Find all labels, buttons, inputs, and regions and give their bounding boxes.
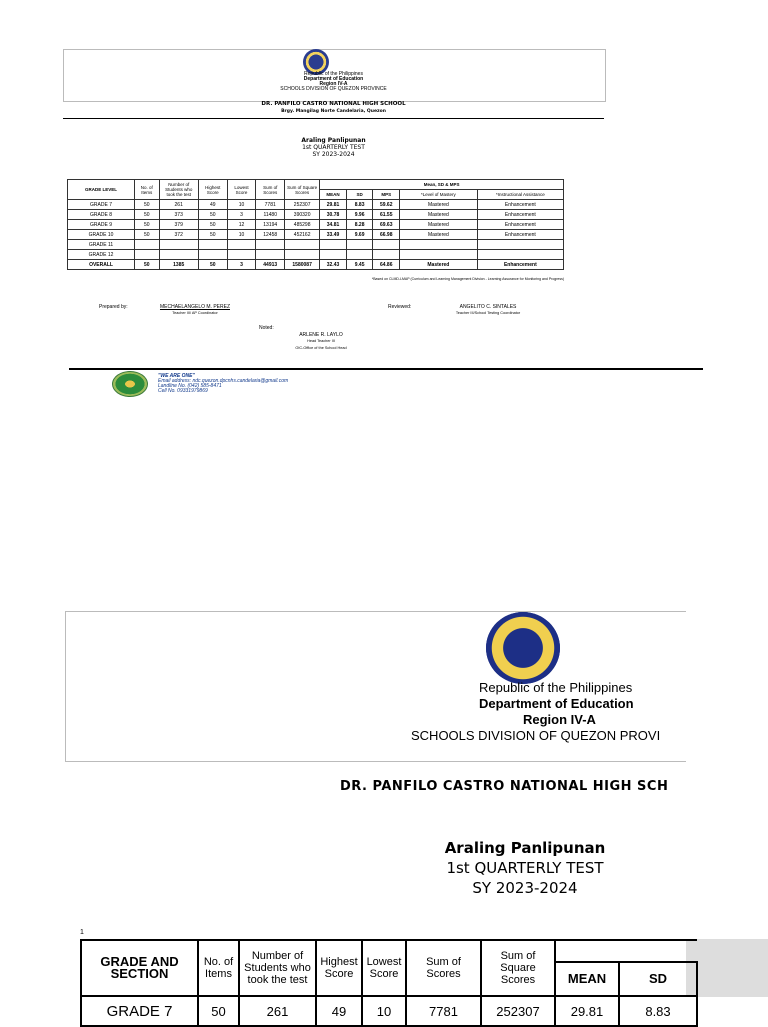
footer-divider: [69, 368, 703, 370]
large-region: Region IV-A: [523, 712, 596, 727]
large-division: SCHOOLS DIVISION OF QUEZON PROVI: [411, 728, 661, 743]
footer-contact: [158, 374, 288, 394]
large-col-highest: Highest Score: [316, 940, 362, 996]
table-cell: 3: [227, 260, 256, 270]
table-row: [68, 210, 564, 220]
table-cell: Enhancement: [477, 260, 563, 270]
table-cell: 8.83: [346, 200, 373, 210]
large-cell: GRADE 7: [81, 996, 198, 1026]
email: Email address: ndc.quezon.dpcnhs.candelaria@gmail.com: [158, 378, 289, 384]
table-cell: 59.62: [373, 200, 400, 210]
table-cell: [135, 240, 159, 250]
school-name: DR. PANFILO CASTRO NATIONAL HIGH SCHOOL: [261, 101, 406, 107]
large-republic: Republic of the Philippines: [479, 680, 633, 695]
table-cell: [227, 240, 256, 250]
large-cell: 29.81: [555, 996, 619, 1026]
table-cell: 50: [135, 220, 159, 230]
noted-office: OIC-Office of the School Head: [295, 346, 347, 350]
table-cell: 50: [198, 210, 227, 220]
table-cell: 12: [227, 220, 256, 230]
table-cell: [135, 250, 159, 260]
school-year: SY 2023-2024: [312, 151, 355, 158]
table-cell: 1385: [159, 260, 198, 270]
table-cell: 33.49: [320, 230, 347, 240]
table-cell: Mastered: [400, 260, 478, 270]
table-cell: 66.98: [373, 230, 400, 240]
large-cell: 50: [198, 996, 239, 1026]
table-cell: [320, 240, 347, 250]
table-cell: 30.78: [320, 210, 347, 220]
table-cell: 261: [159, 200, 198, 210]
table-cell: Enhancement: [477, 210, 563, 220]
table-cell: 44913: [256, 260, 285, 270]
table-cell: 373: [159, 210, 198, 220]
table-cell: [256, 240, 285, 250]
large-col-grade: GRADE AND SECTION: [81, 940, 198, 996]
side-panel: [686, 939, 768, 997]
col-mean: MEAN: [320, 190, 347, 200]
table-cell: 50: [135, 230, 159, 240]
table-cell: [373, 250, 400, 260]
republic-text: Republic of the Philippines: [304, 71, 363, 77]
motto: "WE ARE ONE": [158, 373, 195, 379]
table-cell: 452162: [285, 230, 320, 240]
reviewed-label: Reviewed:: [388, 304, 412, 310]
table-cell: 372: [159, 230, 198, 240]
large-school-name: DR. PANFILO CASTRO NATIONAL HIGH SCH: [340, 779, 669, 794]
school-logo-icon: [112, 371, 148, 397]
table-cell: GRADE 10: [68, 230, 135, 240]
table-cell: 252307: [285, 200, 320, 210]
table-cell: 379: [159, 220, 198, 230]
large-cell: 7781: [406, 996, 481, 1026]
large-group-header: [555, 940, 697, 962]
large-cell: 8.83: [619, 996, 697, 1026]
table-cell: [285, 240, 320, 250]
table-cell: 69.63: [373, 220, 400, 230]
table-cell: [373, 240, 400, 250]
table-cell: 50: [198, 230, 227, 240]
table-cell: [400, 240, 478, 250]
table-cell: [320, 250, 347, 260]
table-cell: GRADE 11: [68, 240, 135, 250]
table-cell: [159, 240, 198, 250]
table-cell: 50: [198, 260, 227, 270]
table-cell: 49: [198, 200, 227, 210]
table-cell: [198, 240, 227, 250]
table-cell: 34.81: [320, 220, 347, 230]
prepared-name: MECHAELANGELO M. PEREZ: [159, 304, 230, 310]
deped-seal-large-icon: [486, 612, 560, 684]
large-results-table: [80, 939, 698, 1027]
table-cell: Mastered: [400, 230, 478, 240]
table-cell: 13194: [256, 220, 285, 230]
large-row-grade-7: [81, 996, 697, 1026]
table-cell: [400, 250, 478, 260]
table-cell: [477, 240, 563, 250]
test-title: 1st QUARTERLY TEST: [302, 144, 365, 151]
col-highest: Highest Score: [198, 180, 227, 200]
reviewed-name: ANGELITO C. SINTALES: [459, 304, 517, 310]
table-row: [68, 250, 564, 260]
table-cell: 1580087: [285, 260, 320, 270]
prepared-title: Teacher III/ AP Coordinator: [172, 311, 218, 315]
landline: Landline No. (042) 585-8471: [158, 383, 222, 389]
large-department: Department of Education: [479, 696, 634, 711]
table-row: [68, 240, 564, 250]
division-text: SCHOOLS DIVISION OF QUEZON PROVINCE: [280, 86, 387, 92]
school-address: Brgy. Mangilag Norte Candelaria, Quezon: [281, 109, 386, 114]
group-header: Mean, SD & MPS: [320, 180, 564, 190]
reviewed-title: Teacher III/School Testing Coordinator: [455, 311, 521, 315]
prepared-label: Prepared by:: [99, 304, 128, 310]
divider: [63, 118, 604, 119]
large-col-mean: MEAN: [555, 962, 619, 996]
table-cell: GRADE 8: [68, 210, 135, 220]
large-test: 1st QUARTERLY TEST: [446, 859, 604, 877]
table-cell: 61.55: [373, 210, 400, 220]
large-cell: 49: [316, 996, 362, 1026]
region-text: Region IV-A: [319, 81, 348, 87]
table-cell: [256, 250, 285, 260]
col-assistance: *Instructional Assistance: [477, 190, 563, 200]
table-row: [68, 200, 564, 210]
table-cell: Mastered: [400, 220, 478, 230]
cell: Cell No. 09331979869: [158, 388, 208, 394]
table-cell: [198, 250, 227, 260]
table-cell: 9.45: [346, 260, 373, 270]
col-mastery: *Level of Mastery: [400, 190, 478, 200]
large-col-items: No. of Items: [198, 940, 239, 996]
table-cell: 485298: [285, 220, 320, 230]
table-cell: 3: [227, 210, 256, 220]
results-table: [67, 179, 564, 270]
table-cell: 9.96: [346, 210, 373, 220]
table-cell: 64.86: [373, 260, 400, 270]
table-cell: [346, 250, 373, 260]
col-grade-level: GRADE LEVEL: [68, 180, 135, 200]
table-cell: 8.28: [346, 220, 373, 230]
col-sd: SD: [346, 190, 373, 200]
table-cell: 32.43: [320, 260, 347, 270]
large-subject: Araling Panlipunan: [444, 839, 606, 857]
table-footnote: *Based on CLMD-LMAP (Curriculum and Learning Management Division - Learning Assurance for Monitoring and Progress): [371, 277, 564, 281]
noted-title: Head Teacher III: [307, 339, 335, 343]
table-row: [68, 220, 564, 230]
table-cell: Enhancement: [477, 220, 563, 230]
table-cell: 7781: [256, 200, 285, 210]
table-cell: 12458: [256, 230, 285, 240]
col-items: No. of Items: [135, 180, 159, 200]
noted-name: ARLENE R. LAYLO: [299, 332, 343, 338]
letterhead: [63, 72, 604, 92]
col-sum-square: Sum of Square Scores: [285, 180, 320, 200]
table-cell: GRADE 7: [68, 200, 135, 210]
table-cell: 10: [227, 200, 256, 210]
table-row: [68, 230, 564, 240]
subject-title: Araling Panlipunan: [301, 137, 366, 144]
large-col-sd: SD: [619, 962, 697, 996]
table-cell: GRADE 12: [68, 250, 135, 260]
table-cell: GRADE 9: [68, 220, 135, 230]
title-block: [63, 137, 604, 158]
large-school-year: SY 2023-2024: [472, 879, 578, 897]
table-cell: 50: [135, 260, 159, 270]
noted-label: Noted:: [259, 325, 274, 331]
large-cell: 10: [362, 996, 406, 1026]
table-cell: Enhancement: [477, 200, 563, 210]
table-cell: [346, 240, 373, 250]
table-cell: Mastered: [400, 210, 478, 220]
col-lowest: Lowest Score: [227, 180, 256, 200]
table-cell: [159, 250, 198, 260]
table-cell: 9.69: [346, 230, 373, 240]
table-cell: 50: [135, 210, 159, 220]
table-cell: Enhancement: [477, 230, 563, 240]
table-cell: 50: [135, 200, 159, 210]
large-col-sum-square: Sum of Square Scores: [481, 940, 555, 996]
large-title-block: [420, 838, 630, 898]
table-cell: [477, 250, 563, 260]
table-cell: 390320: [285, 210, 320, 220]
table-cell: 10: [227, 230, 256, 240]
large-cell: 261: [239, 996, 316, 1026]
col-students: Number of Students who took the test: [159, 180, 198, 200]
large-cell: 252307: [481, 996, 555, 1026]
large-col-students: Number of Students who took the test: [239, 940, 316, 996]
row-marker: 1: [80, 929, 84, 936]
table-cell: [227, 250, 256, 260]
table-cell: 11480: [256, 210, 285, 220]
table-row-overall: [68, 260, 564, 270]
large-letterhead: [395, 680, 686, 744]
large-col-lowest: Lowest Score: [362, 940, 406, 996]
col-mps: MPS: [373, 190, 400, 200]
large-col-sum: Sum of Scores: [406, 940, 481, 996]
table-cell: 50: [198, 220, 227, 230]
table-cell: Mastered: [400, 200, 478, 210]
table-cell: OVERALL: [68, 260, 135, 270]
table-cell: 29.81: [320, 200, 347, 210]
col-sum: Sum of Scores: [256, 180, 285, 200]
department-text: Department of Education: [303, 76, 364, 82]
table-cell: [285, 250, 320, 260]
